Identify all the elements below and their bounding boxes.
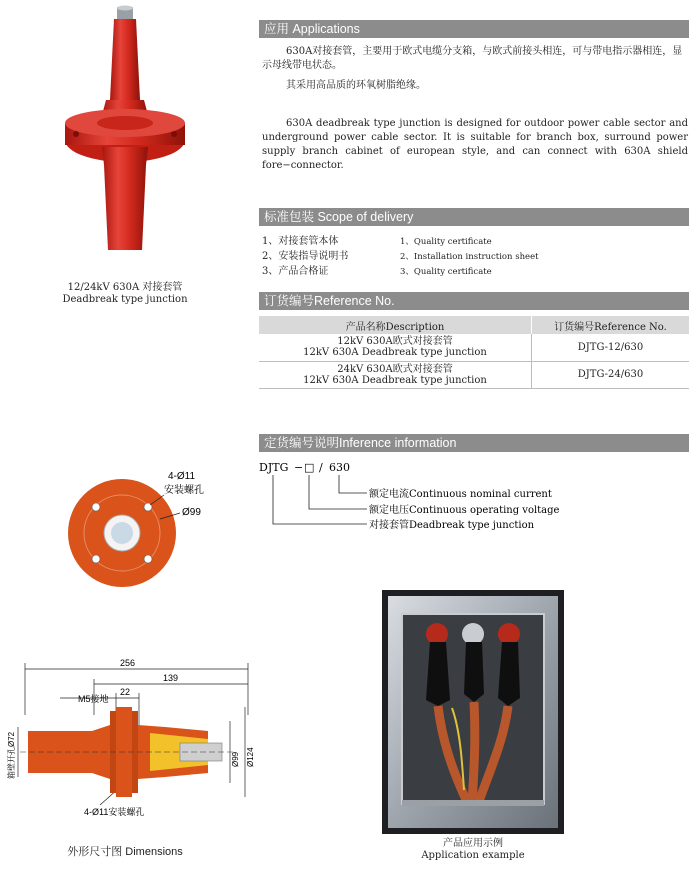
applications-cn-paragraph-2: 其采用高品质的环氧树脂绝缘。 — [286, 80, 426, 91]
table-row — [259, 361, 689, 388]
inference-code-diagram — [259, 458, 559, 536]
dim-139: 139 — [163, 673, 179, 683]
scope-en-item: 2、Installation instruction sheet — [400, 252, 539, 262]
reference-row-en: 12kV 630A Deadbreak type junction — [303, 347, 487, 359]
code-slash: / — [319, 461, 323, 474]
scope-cn-list — [262, 235, 348, 280]
dim-left-label: 箱壁开孔Ø72 — [7, 731, 16, 779]
table-row — [259, 334, 689, 361]
scope-header: 标准包装 Scope of delivery — [259, 208, 689, 226]
applications-cn-paragraph: 630A对接套管，主要用于欧式电缆分支箱，与欧式前接头相连，可与带电指示器相连，显示母线带电状态。 — [262, 46, 683, 71]
inference-header: 定货编号说明Inference information — [259, 434, 689, 452]
flange-holes-label: 4-Ø11 — [168, 471, 196, 482]
product-caption-en: Deadbreak type junction — [62, 294, 188, 305]
dim-99: Ø99 — [231, 751, 240, 767]
applications-header: 应用 Applications — [259, 20, 689, 38]
flange-drawing — [60, 465, 220, 595]
applications-en-paragraph: 630A deadbreak type junction is designed for outdoor power cable sector and underground power cable sector. It is suitable for branch box, surround power supply branch cabinet of european style, and can connect with 630A shield fore−connector. — [262, 118, 688, 171]
reference-header: 订货编号Reference No. — [259, 292, 689, 310]
scope-en-item: 3、Quality certificate — [400, 267, 492, 277]
inference-line: 额定电流Continuous nominal current — [369, 489, 552, 500]
application-photo — [382, 590, 564, 834]
dim-124: Ø124 — [246, 747, 255, 767]
inference-line: 额定电压Continuous operating voltage — [369, 505, 559, 516]
reference-row-cn: 12kV 630A欧式对接套管 — [337, 336, 453, 348]
flange-diameter-label: Ø99 — [182, 507, 201, 518]
reference-row-code: DJTG-12/630 — [577, 341, 644, 353]
dim-m5: M5接地 — [78, 694, 109, 704]
scope-cn-item: 2、安装指导说明书 — [262, 251, 349, 262]
code-suffix: 630 — [329, 461, 350, 474]
reference-table — [259, 316, 689, 389]
reference-row-en: 12kV 630A Deadbreak type junction — [303, 374, 487, 386]
scope-en-list — [400, 236, 539, 281]
dimensions-caption: 外形尺寸图 Dimensions — [67, 846, 183, 858]
inference-line: 对接套管Deadbreak type junction — [369, 520, 535, 531]
dimension-drawing — [0, 655, 265, 840]
reference-row-code: DJTG-24/630 — [577, 369, 644, 380]
code-box: □ — [304, 461, 315, 474]
dim-bottom-label: 4-Ø11安装螺孔 — [84, 807, 145, 817]
product-caption-cn: 12/24kV 630A 对接套管 — [67, 282, 183, 293]
code-dash: − — [294, 461, 304, 474]
application-caption-cn: 产品应用示例 — [443, 838, 503, 849]
scope-en-item: 1、Quality certificate — [400, 237, 492, 247]
product-photo — [60, 5, 190, 255]
scope-cn-item: 3、产品合格证 — [262, 266, 329, 277]
reference-col-name: 产品名称Description — [259, 316, 532, 334]
reference-row-cn: 24kV 630A欧式对接套管 — [337, 363, 453, 375]
reference-col-code: 订货编号Reference No. — [554, 321, 667, 333]
dim-22: 22 — [120, 687, 131, 697]
application-caption-en: Application example — [421, 850, 525, 861]
code-prefix: DJTG — [259, 461, 289, 474]
flange-holes-cn: 安装螺孔 — [164, 485, 204, 496]
scope-cn-item: 1、对接套管本体 — [262, 236, 339, 247]
dim-256: 256 — [120, 658, 136, 668]
